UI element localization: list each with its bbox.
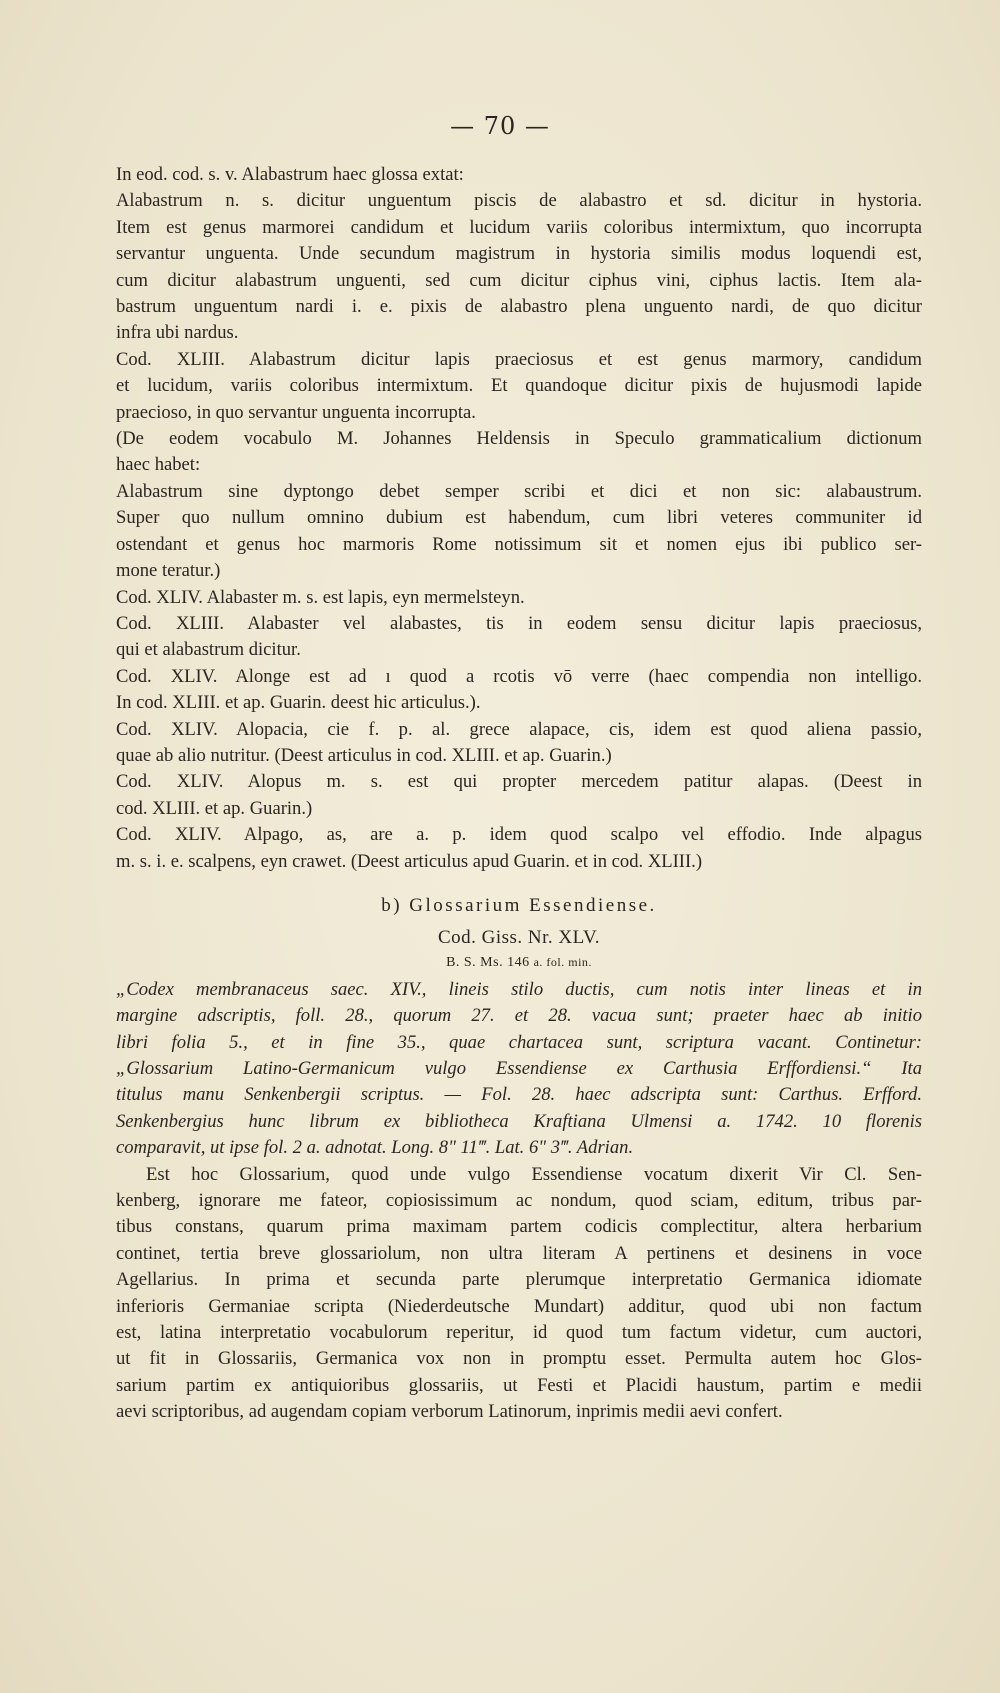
- text-line: praecioso, in quo servantur unguenta incorrupta.: [116, 401, 476, 423]
- shelfmark-prefix: B. S. Ms. 146: [446, 954, 530, 970]
- page-number: — 70 —: [450, 112, 550, 140]
- entry-paragraph: [116, 347, 922, 426]
- text-line: infra ubi nardus.: [116, 322, 239, 344]
- text-line: tibus constans, quarum prima maximam partem codicis complectitur, altera herbarium: [116, 1216, 922, 1238]
- description-line: margine adscriptis, foll. 28., quorum 27. et 28. vacua sunt; praeter haec ab initio: [116, 1005, 922, 1027]
- description-line: „Codex membranaceus saec. XIV., lineis stilo ductis, cum notis inter lineas et in: [116, 978, 922, 1000]
- text-line: mone teratur.): [116, 560, 221, 582]
- description-line: Senkenbergius hunc librum ex bibliotheca Kraftiana Ulmensi a. 1742. 10 florenis: [116, 1110, 922, 1132]
- description-line: libri folia 5., et in fine 35., quae chartacea sunt, scriptura vacant. Continetur:: [116, 1031, 922, 1053]
- text-line: qui et alabastrum dicitur.: [116, 639, 301, 661]
- text-line: quae ab alio nutritur. (Deest articulus in cod. XLIII. et ap. Guarin.): [116, 744, 612, 766]
- text-line: Cod. XLIII. Alabaster vel alabastes, tis in eodem sensu dicitur lapis praeciosus,: [116, 612, 922, 634]
- text-line: est, latina interpretatio vocabulorum reperitur, id quod tum factum videtur, cum auctori,: [116, 1322, 922, 1344]
- text-line: kenberg, ignorare me fateor, copiosissimum ac nondum, quod sciam, editum, tribus par-: [116, 1190, 922, 1212]
- shelfmark: [116, 952, 922, 973]
- text-line: Cod. XLIV. Alonge est ad ı quod a rcotis vō verre (haec compendia non intelligo.: [116, 665, 922, 687]
- entry-paragraph: [116, 585, 922, 611]
- entry-paragraph: [116, 162, 922, 188]
- body-text: [116, 162, 922, 1426]
- text-line: Alabastrum n. s. dicitur unguentum piscis de alabastro et sd. dicitur in hystoria.: [116, 190, 922, 212]
- text-line: cum dicitur alabastrum unguenti, sed cum dicitur ciphus vini, ciphus lactis. Item ala-: [116, 269, 922, 291]
- entry-paragraph: [116, 664, 922, 717]
- codex-description: [116, 977, 922, 1162]
- description-line: titulus manu Senkenbergii scriptus. — Fol. 28. haec adscripta sunt: Carthus. Erfford.: [116, 1084, 922, 1106]
- entries-block: [116, 162, 922, 875]
- text-line: In eod. cod. s. v. Alabastrum haec glossa extat:: [116, 164, 464, 185]
- text-line: Cod. XLIII. Alabastrum dicitur lapis praeciosus et est genus marmory, candidum: [116, 348, 922, 370]
- text-line: Alabastrum sine dyptongo debet semper scribi et dici et non sic: alabaustrum.: [116, 480, 922, 502]
- text-line: et lucidum, variis coloribus intermixtum. Et quandoque dicitur pixis de hujusmodi lapide: [116, 375, 922, 397]
- entry-paragraph: [116, 188, 922, 346]
- text-line: ostendant et genus hoc marmoris Rome notissimum sit et nomen ejus ibi publico ser-: [116, 533, 922, 555]
- description-line: „Glossarium Latino-Germanicum vulgo Essendiense ex Carthusia Erffordiensi.“ Ita: [116, 1058, 922, 1079]
- codex-title: Cod. Giss. Nr. XLV.: [437, 927, 601, 949]
- text-line: aevi scriptoribus, ad augendam copiam verborum Latinorum, inprimis medii aevi confert.: [116, 1401, 783, 1423]
- entry-paragraph: [116, 611, 922, 664]
- final-paragraph: [116, 1162, 922, 1426]
- entry-paragraph: [116, 717, 922, 770]
- description-line: comparavit, ut ipse fol. 2 a. adnotat. Long. 8" 11‴. Lat. 6" 3‴. Adrian.: [116, 1137, 634, 1159]
- entry-paragraph: [116, 769, 922, 822]
- text-line: Agellarius. In prima et secunda parte plerumque interpretatio Germanica idiomate: [116, 1269, 922, 1291]
- text-line: Super quo nullum omnino dubium est habendum, cum libri veteres communiter id: [116, 507, 922, 529]
- text-line: Cod. XLIV. Alopacia, cie f. p. al. grece alapace, cis, idem est quod aliena passio,: [116, 718, 922, 740]
- text-line: Cod. XLIV. Alpago, as, are a. p. idem quod scalpo vel effodio. Inde alpagus: [116, 824, 922, 846]
- text-line: In cod. XLIII. et ap. Guarin. deest hic articulus.).: [116, 692, 481, 714]
- text-line: Est hoc Glossarium, quod unde vulgo Essendiense vocatum dixerit Vir Cl. Sen-: [146, 1163, 922, 1185]
- text-line: Item est genus marmorei candidum et lucidum variis coloribus intermixtum, quo incorrupta: [116, 216, 922, 238]
- text-line: m. s. i. e. scalpens, eyn crawet. (Deest articulus apud Guarin. et in cod. XLIII.): [116, 850, 703, 872]
- text-line: sarium partim ex antiquioribus glossariis, ut Festi et Placidi haustum, partim e medii: [116, 1374, 922, 1396]
- text-line: bastrum unguentum nardi i. e. pixis de alabastro plena unguento nardi, de quo dicitur: [116, 296, 922, 318]
- entry-paragraph: [116, 822, 922, 875]
- text-line: servantur unguenta. Unde secundum magistrum in hystoria similis modus loquendi est,: [116, 243, 922, 265]
- text-line: ut fit in Glossariis, Germanica vox non in promptu esset. Permulta autem hoc Glos-: [116, 1348, 922, 1370]
- text-line: (De eodem vocabulo M. Johannes Heldensis in Speculo grammaticalium dictionum: [116, 428, 922, 450]
- text-line: Cod. XLIV. Alopus m. s. est qui propter mercedem patitur alapas. (Deest in: [116, 771, 922, 793]
- text-line: haec habet:: [116, 454, 201, 476]
- text-line: inferioris Germaniae scripta (Niederdeutsche Mundart) additur, quod ubi non factum: [116, 1295, 922, 1317]
- shelfmark-suffix: a. fol. min.: [533, 954, 592, 969]
- entry-paragraph: [116, 426, 922, 479]
- text-line: cod. XLIII. et ap. Guarin.): [116, 797, 313, 819]
- text-line: continet, tertia breve glossariolum, non ultra literam A pertinens et desinens in voce: [116, 1242, 922, 1264]
- text-line: Cod. XLIV. Alabaster m. s. est lapis, eyn mermelsteyn.: [116, 586, 525, 608]
- section-heading: b) Glossarium Essendiense.: [381, 894, 657, 916]
- entry-paragraph: [116, 479, 922, 585]
